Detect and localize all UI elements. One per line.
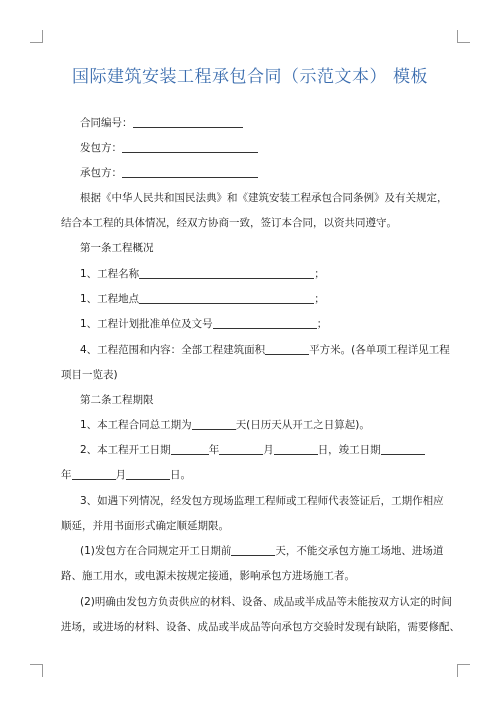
- start-year-blank[interactable]: [171, 443, 209, 455]
- start-month-blank[interactable]: [219, 443, 263, 455]
- end-day-blank[interactable]: [126, 468, 170, 480]
- crop-mark-top-right: [457, 30, 470, 43]
- days-before-blank[interactable]: [231, 544, 275, 556]
- project-name-blank[interactable]: [139, 267, 314, 279]
- document-title: 国际建筑安装工程承包合同（示范文本） 模板: [72, 67, 428, 87]
- case-1-line-1: (1)发包方在合同规定开工日期前 天，不能交承包方施工场地、进场道: [80, 545, 444, 557]
- case-2-line-1: (2)明确由发包方负责供应的材料、设备、成品或半成品等未能按双方认定的时间: [80, 596, 452, 608]
- contract-number-blank[interactable]: [133, 116, 243, 128]
- project-location-line: 1、工程地点 ；: [80, 293, 325, 305]
- end-month-blank[interactable]: [72, 468, 116, 480]
- case-2-line-2: 进场，或进场的材料、设备、成品或半成品等向承包方交验时发现有缺陷，需要修配、: [61, 621, 460, 633]
- project-name-line: 1、工程名称 ；: [80, 268, 325, 280]
- crop-mark-bottom-right: [457, 664, 470, 677]
- contractor-line: 承包方：: [80, 166, 258, 180]
- dates-line-2: 年 月 日。: [61, 469, 191, 481]
- duration-line: 1、本工程合同总工期为 天(日历天从开工之日算起)。: [80, 419, 370, 431]
- end-date-blank[interactable]: [381, 443, 425, 455]
- duration-blank[interactable]: [192, 418, 236, 430]
- project-location-blank[interactable]: [139, 292, 314, 304]
- contract-number-line: 合同编号：: [80, 116, 243, 130]
- employer-blank[interactable]: [122, 141, 258, 153]
- scope-line-1: 4、工程范围和内容：全部工程建筑面积 平方米。(各单项工程详见工程: [80, 344, 450, 356]
- area-blank[interactable]: [265, 343, 309, 355]
- scope-line-2: 项目一览表): [61, 369, 118, 381]
- crop-mark-bottom-left: [30, 664, 43, 677]
- contractor-blank[interactable]: [122, 166, 258, 178]
- extension-line-2: 顺延，并用书面形式确定顺延期限。: [61, 520, 229, 532]
- crop-mark-top-left: [30, 30, 43, 43]
- dates-line-1: 2、本工程开工日期 年 月 日，竣工日期: [80, 443, 425, 457]
- approval-blank[interactable]: [213, 317, 317, 329]
- employer-line: 发包方：: [80, 141, 258, 155]
- article-2-heading: 第二条工程期限: [80, 394, 154, 406]
- intro-line-1: 根据《中华人民共和国民法典》和《建筑安装工程承包合同条例》及有关规定，: [80, 192, 448, 204]
- article-1-heading: 第一条工程概况: [80, 242, 154, 254]
- case-1-line-2: 路、施工用水，或电源未按规定接通，影响承包方进场施工者。: [61, 570, 355, 582]
- start-day-blank[interactable]: [274, 443, 318, 455]
- approval-line: 1、工程计划批准单位及文号 ；: [80, 318, 328, 330]
- extension-line-1: 3、如遇下列情况，经发包方现场监理工程师或工程师代表签证后，工期作相应: [80, 495, 444, 507]
- intro-line-2: 结合本工程的具体情况，经双方协商一致，签订本合同，以资共同遵守。: [61, 217, 397, 229]
